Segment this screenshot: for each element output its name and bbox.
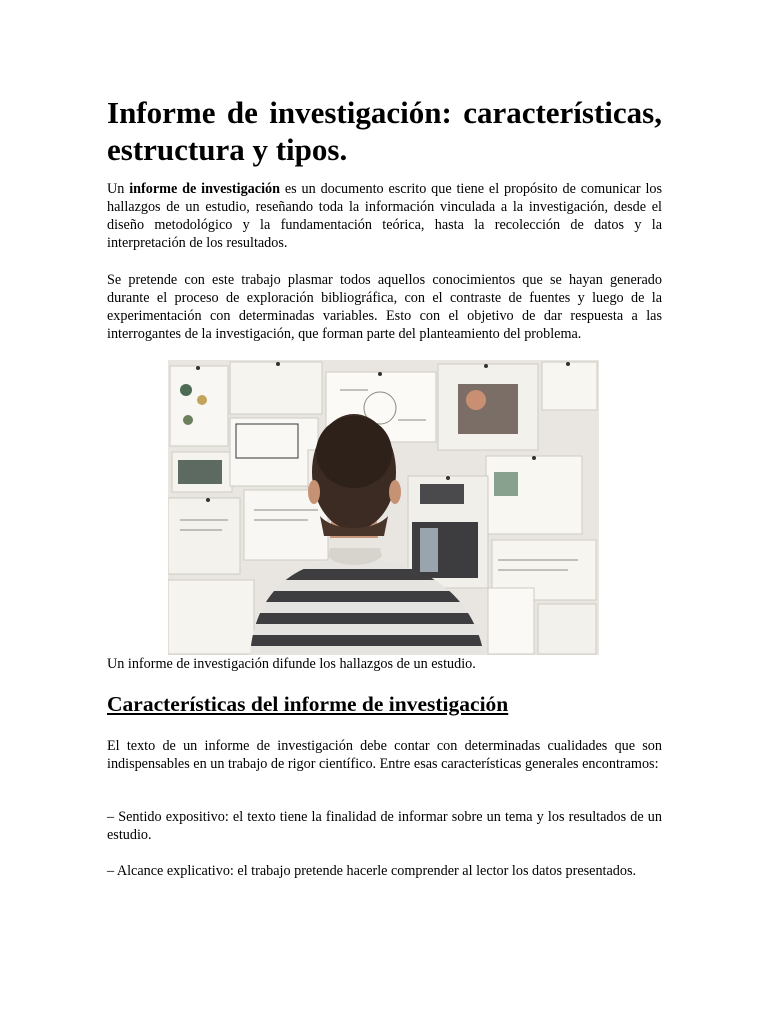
- intro-rest: es un documento escrito que tiene el propósito de comunicar los hallazgos de un estudio, reseñando toda la información vinculada a la investigación, desde el diseño metodológico y la fundamentación teórica, hasta la recolección de datos y la interpretación de los resultados.: [107, 181, 663, 251]
- paragraph-2: Se pretende con este trabajo plasmar todos aquellos conocimientos que se hayan generado durante el proceso de exploración bibliográfica, con el contraste de fuentes y luego de la experimentación con determinadas variables. Esto con el objetivo de dar respuesta a las interrogantes de la investigación, que forman parte del planteamiento del problema.: [107, 272, 662, 342]
- intro-paragraph: [107, 180, 662, 252]
- list-item-explicativo: – Alcance explicativo: el trabajo pretende hacerle comprender al lector los datos presentados.: [107, 863, 637, 879]
- intro-lead: Un: [107, 181, 130, 197]
- document-title: Informe de investigación: características, estructura y tipos.: [107, 95, 662, 167]
- photo-man-looking-at-wall-icon: [168, 360, 599, 655]
- section-heading: Características del informe de investigación: [107, 692, 509, 716]
- intro-bold-term: informe de investigación: [129, 181, 280, 197]
- list-item-expositivo: – Sentido expositivo: el texto tiene la finalidad de informar sobre un tema y los resultados de un estudio.: [107, 809, 662, 843]
- figure-caption: Un informe de investigación difunde los hallazgos de un estudio.: [107, 656, 476, 672]
- figure-photo: [168, 360, 599, 655]
- paragraph-3: El texto de un informe de investigación debe contar con determinadas cualidades que son indispensables en un trabajo de rigor científico. Entre esas características generales encontramos:: [107, 738, 662, 772]
